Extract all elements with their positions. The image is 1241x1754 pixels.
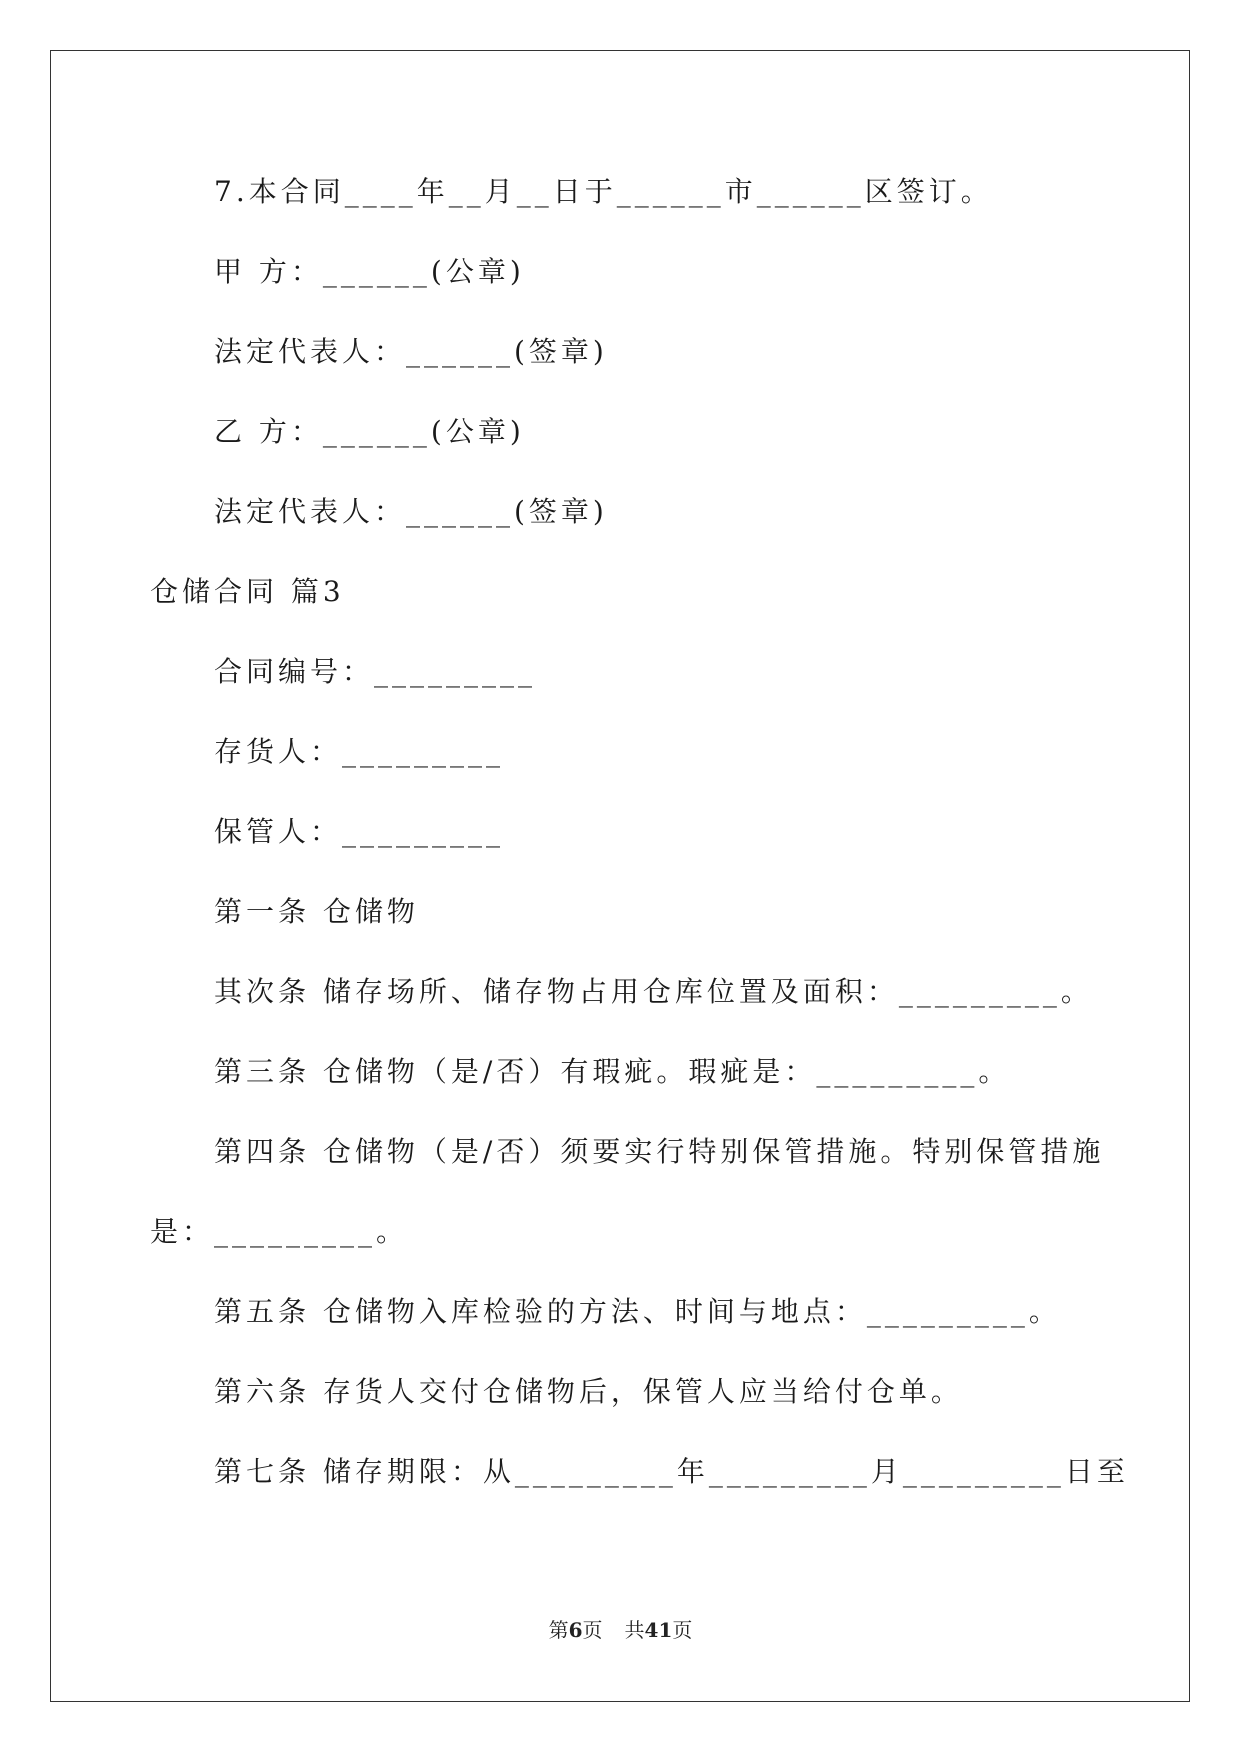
section-heading: 仓储合同 篇3 bbox=[150, 575, 345, 608]
article-3: 第三条 仓储物（是/否）有瑕疵。瑕疵是：_________。 bbox=[214, 1055, 1011, 1088]
party-b-representative-line: 法定代表人：______(签章) bbox=[214, 495, 608, 528]
signing-date-line: 7.本合同____年__月__日于______市______区签订。 bbox=[214, 175, 993, 208]
article-1: 第一条 仓储物 bbox=[214, 895, 419, 928]
party-b-seal-line: 乙 方：______(公章) bbox=[214, 415, 525, 448]
article-7: 第七条 储存期限：从_________年_________月_________日至 bbox=[214, 1455, 1129, 1488]
article-5: 第五条 仓储物入库检验的方法、时间与地点：_________。 bbox=[214, 1295, 1061, 1328]
custodian-line: 保管人：_________ bbox=[214, 815, 505, 848]
article-4: 第四条 仓储物（是/否）须要实行特别保管措施。特别保管措施 bbox=[214, 1135, 1105, 1168]
footer-total-suffix: 页 bbox=[672, 1618, 693, 1642]
footer-total-prefix: 共 bbox=[624, 1618, 645, 1642]
footer-page-prefix: 第 bbox=[548, 1618, 569, 1642]
party-a-representative-line: 法定代表人：______(签章) bbox=[214, 335, 608, 368]
footer-total-pages: 41 bbox=[644, 1618, 673, 1642]
article-2: 其次条 储存场所、储存物占用仓库位置及面积：_________。 bbox=[214, 975, 1093, 1008]
page-footer bbox=[0, 1614, 1241, 1643]
article-4-continued: 是：_________。 bbox=[150, 1215, 409, 1248]
contract-number-line: 合同编号：_________ bbox=[214, 655, 537, 688]
footer-page-number: 6 bbox=[568, 1618, 583, 1642]
depositor-line: 存货人：_________ bbox=[214, 735, 505, 768]
party-a-seal-line: 甲 方：______(公章) bbox=[214, 255, 525, 288]
article-6: 第六条 存货人交付仓储物后，保管人应当给付仓单。 bbox=[214, 1375, 963, 1408]
footer-page-suffix: 页 bbox=[582, 1618, 603, 1642]
